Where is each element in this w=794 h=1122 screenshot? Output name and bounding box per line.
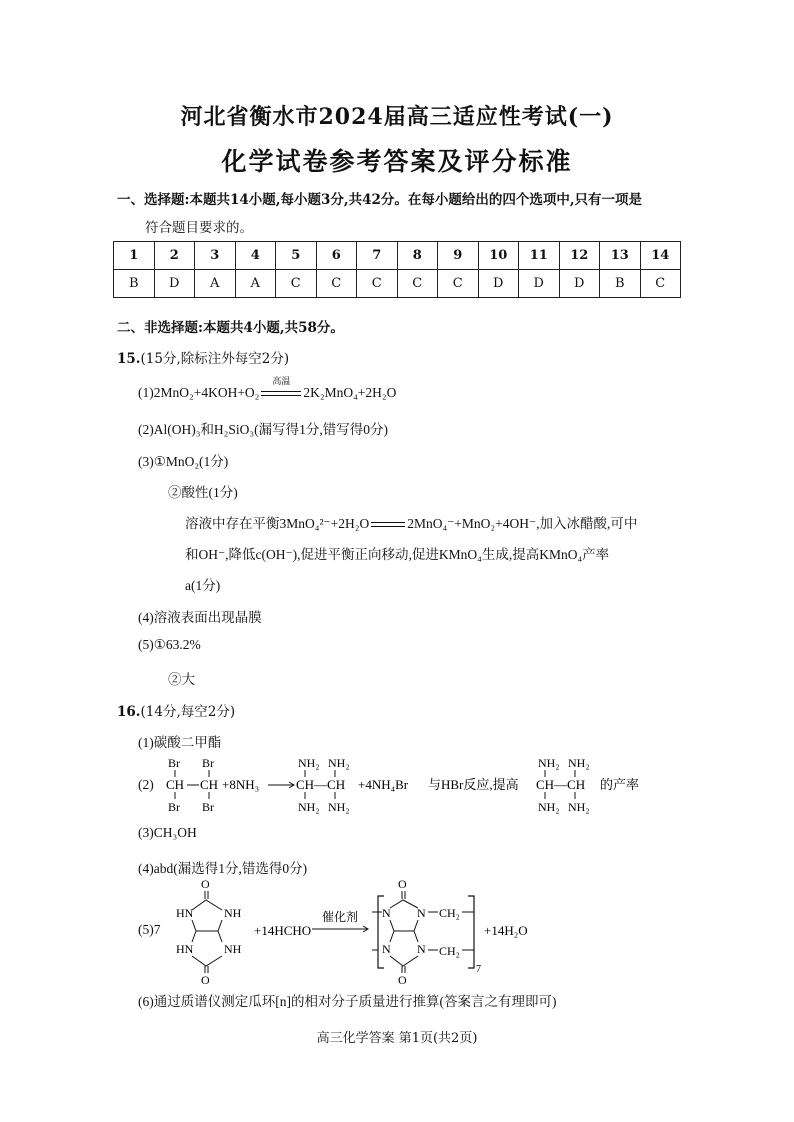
answer-cell: C — [357, 270, 398, 298]
diamine-structure-note — [536, 756, 590, 814]
q16-part2-reaction — [160, 755, 660, 817]
q15-part1-reactants: 2MnO₂+4KOH+O₂ — [153, 385, 260, 400]
q15-part3b: ②酸性(1分) — [168, 485, 238, 500]
q15-part3c — [185, 512, 637, 532]
n-label: N — [417, 942, 426, 956]
nh2-label: NH₂ — [328, 800, 350, 814]
q16-part2-label: (2) — [138, 777, 154, 792]
question-number-cell: 5 — [276, 242, 317, 270]
diamine-structure — [296, 756, 350, 814]
q16-part5-reaction — [172, 876, 572, 986]
q16-number: 16. — [117, 704, 141, 720]
question-number-cell: 14 — [640, 242, 681, 270]
nh-label: HN — [176, 942, 194, 956]
carbonyl-o-label: O — [201, 973, 210, 986]
q16-part1: (1)碳酸二甲酯 — [138, 735, 222, 750]
br-label: Br — [168, 756, 180, 770]
formaldehyde-reagent: +14HCHO — [254, 923, 312, 938]
carbonyl-o-label: O — [201, 877, 210, 891]
q15-part4: (4)溶液表面出现晶膜 — [138, 610, 262, 625]
answer-cell: C — [438, 270, 479, 298]
answer-cell: A — [195, 270, 236, 298]
answer-key-title: 化学试卷参考答案及评分标准 — [221, 147, 573, 176]
answer-cell: C — [316, 270, 357, 298]
q16-part5-label: (5)7 — [138, 922, 161, 937]
question-number-cell: 1 — [114, 242, 155, 270]
question-number-cell: 13 — [600, 242, 641, 270]
ch-label: CH — [166, 777, 185, 792]
nh-label: NH — [224, 906, 242, 920]
dibromo-structure — [166, 756, 218, 814]
section2-heading: 二、非选择题:本题共4小题,共58分。 — [117, 320, 344, 336]
question-number-cell: 2 — [154, 242, 195, 270]
question-number-cell: 7 — [357, 242, 398, 270]
br-label: Br — [168, 800, 180, 814]
q15-part5a: (5)①63.2% — [138, 637, 201, 652]
answer-cell: D — [519, 270, 560, 298]
question-number-cell: 6 — [316, 242, 357, 270]
q16-note: (14分,每空2分) — [140, 704, 236, 720]
ch-label: CH — [200, 777, 219, 792]
q15-part3c-a: 溶液中存在平衡3MnO₄²⁻+2H₂O — [185, 516, 370, 531]
answer-table-numbers — [114, 242, 681, 270]
n-label: N — [382, 942, 391, 956]
nh2-label: NH₂ — [298, 800, 320, 814]
question-number-cell: 9 — [438, 242, 479, 270]
carbonyl-o-label: O — [398, 973, 407, 986]
q15-part2: (2)Al(OH)₃和H₂SiO₃(漏写得1分,错写得0分) — [138, 422, 388, 437]
q15-number: 15. — [117, 351, 141, 367]
q15-part3d: 和OH⁻,降低c(OH⁻),促进平衡正向移动,促进KMnO₄生成,提高KMnO₄产率 — [185, 547, 610, 562]
section1-heading: 一、选择题:本题共14小题,每小题3分,共42分。在每小题给出的四个选项中,只有一项是 — [117, 192, 643, 208]
ch2-label: CH₂ — [439, 944, 460, 958]
q15-part3e: a(1分) — [185, 578, 221, 593]
n-label: N — [417, 906, 426, 920]
q15-part5b: ②大 — [168, 672, 195, 687]
q15-part3c-b: 2MnO₄⁻+MnO₂+4OH⁻,加入冰醋酸,可中 — [407, 516, 638, 531]
br-label: Br — [202, 800, 214, 814]
water-product: +14H₂O — [484, 923, 528, 938]
equilibrium-arrow-heat — [259, 375, 303, 401]
q16-part4: (4)abd(漏选得1分,错选得0分) — [138, 861, 308, 876]
answer-cell: B — [600, 270, 641, 298]
q15-note: (15分,除标注外每空2分) — [140, 351, 290, 367]
nh2-label: NH₂ — [538, 756, 560, 770]
question-number-cell: 3 — [195, 242, 236, 270]
q16-part2-note-b: 的产率 — [600, 777, 640, 792]
question-number-cell: 8 — [397, 242, 438, 270]
exam-title: 河北省衡水市2024届高三适应性考试(一) — [180, 104, 614, 130]
ammonium-bromide-product: +4NH₄Br — [358, 777, 409, 792]
q15-header — [117, 347, 289, 367]
answer-table-answers — [114, 270, 681, 298]
q15-part1-label: (1) — [138, 385, 154, 400]
repeat-count: 7 — [476, 964, 481, 975]
page-footer: 高三化学答案 第1页(共2页) — [316, 1031, 478, 1046]
br-label: Br — [202, 756, 214, 770]
nh2-label: NH₂ — [328, 756, 350, 770]
q15-part1-products: 2K₂MnO₄+2H₂O — [303, 385, 397, 400]
answer-cell: C — [276, 270, 317, 298]
right-bracket — [468, 896, 474, 968]
ch2-label: CH₂ — [439, 906, 460, 920]
q16-part2-note-a: 与HBr反应,提高 — [428, 777, 519, 792]
condition-label: 高温 — [272, 375, 291, 386]
q15-part1 — [138, 375, 397, 401]
answer-table — [113, 241, 681, 298]
ch-ch-label: CH—CH — [536, 777, 586, 792]
nh2-label: NH₂ — [298, 756, 320, 770]
ch-ch-label: CH—CH — [296, 777, 346, 792]
question-number-cell: 4 — [235, 242, 276, 270]
nh2-label: NH₂ — [568, 800, 590, 814]
answer-cell: D — [154, 270, 195, 298]
glycoluril-structure — [176, 877, 242, 986]
answer-cell: C — [397, 270, 438, 298]
ammonia-reagent: +8NH₃ — [222, 777, 260, 792]
nh2-label: NH₂ — [568, 756, 590, 770]
carbonyl-o-label: O — [398, 877, 407, 891]
q15-part3a: (3)①MnO₂(1分) — [138, 454, 229, 469]
question-number-cell: 10 — [478, 242, 519, 270]
nh-label: HN — [176, 906, 194, 920]
nh2-label: NH₂ — [538, 800, 560, 814]
polymer-structure — [372, 877, 481, 986]
n-label: N — [382, 906, 391, 920]
answer-cell: B — [114, 270, 155, 298]
nh-label: NH — [224, 942, 242, 956]
catalyst-label: 催化剂 — [322, 910, 359, 924]
q16-header — [117, 700, 235, 720]
answer-cell: D — [559, 270, 600, 298]
answer-cell: A — [235, 270, 276, 298]
answer-cell: D — [478, 270, 519, 298]
q16-part3: (3)CH₃OH — [138, 825, 197, 840]
answer-cell: C — [640, 270, 681, 298]
section1-heading-cont: 符合题目要求的。 — [145, 220, 253, 236]
question-number-cell: 12 — [559, 242, 600, 270]
question-number-cell: 11 — [519, 242, 560, 270]
equal-sign — [369, 520, 407, 530]
q16-part6: (6)通过质谱仪测定瓜环[n]的相对分子质量进行推算(答案言之有理即可) — [138, 994, 557, 1009]
